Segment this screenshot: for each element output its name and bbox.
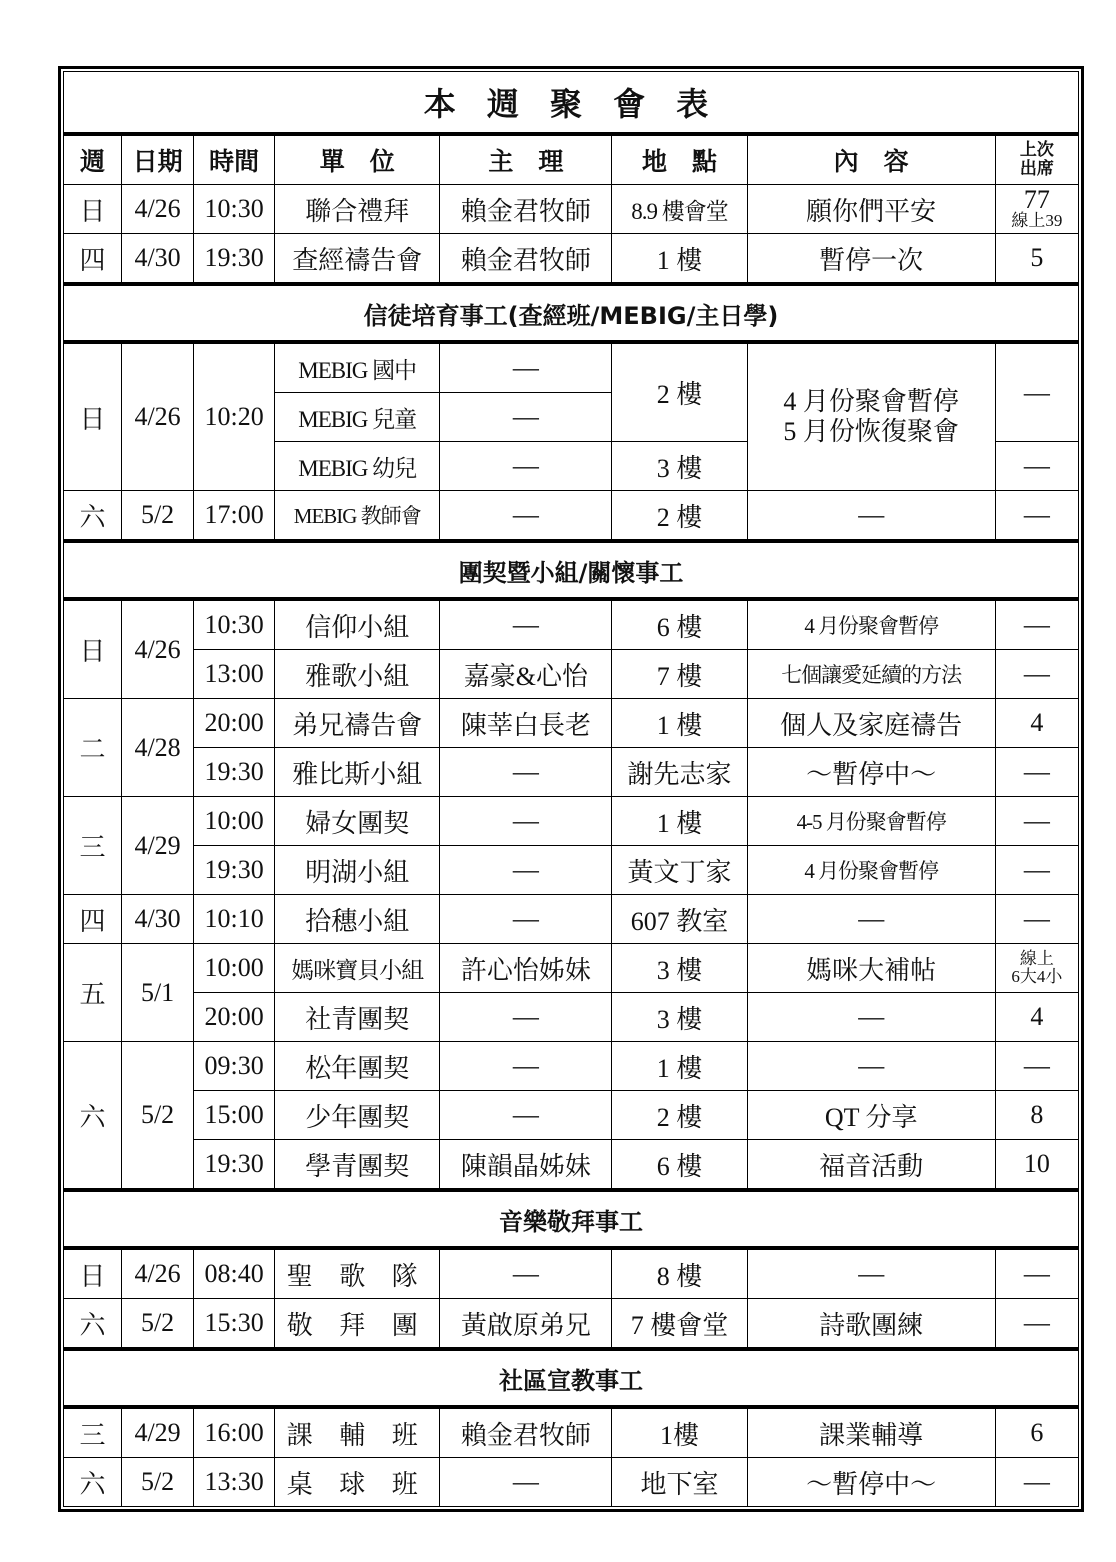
place-cell: 謝先志家 [612, 748, 747, 797]
place-cell: 3 樓 [612, 944, 747, 993]
unit-cell: 拾穗小組 [275, 895, 440, 944]
attendance-online: 線上39 [1011, 211, 1063, 230]
leader-cell: — [440, 599, 612, 650]
leader-cell: 許心怡姊妹 [440, 944, 612, 993]
date-cell: 5/2 [122, 1458, 194, 1507]
time-cell: 13:00 [194, 650, 275, 699]
leader-cell: — [440, 1042, 612, 1091]
content-cell: 4-5 月份聚會暫停 [747, 797, 995, 846]
unit-cell: 學青團契 [275, 1140, 440, 1191]
time-cell: 16:00 [194, 1407, 275, 1458]
attendance-cell: 4 [995, 993, 1078, 1042]
leader-cell: — [440, 342, 612, 393]
header-row [64, 134, 1079, 185]
content-cell: 媽咪大補帖 [747, 944, 995, 993]
attendance-cell [995, 185, 1078, 234]
header-attendance-line1: 上次 [1019, 140, 1054, 160]
time-cell: 10:30 [194, 599, 275, 650]
unit-cell: MEBIG 兒童 [275, 393, 440, 442]
date-cell: 5/2 [122, 491, 194, 542]
content-cell: 願你們平安 [747, 185, 995, 234]
leader-cell: 賴金君牧師 [440, 1407, 612, 1458]
content-cell [747, 342, 995, 491]
header-leader: 主 理 [440, 134, 612, 185]
section-title: 團契暨小組/關懷事工 [64, 541, 1079, 599]
weekday-cell: 六 [64, 1042, 122, 1191]
table-row [64, 1042, 1079, 1091]
unit-cell: MEBIG 國中 [275, 342, 440, 393]
weekday-cell: 六 [64, 1458, 122, 1507]
content-cell: QT 分享 [747, 1091, 995, 1140]
attendance-cell: — [995, 895, 1078, 944]
place-cell: 地下室 [612, 1458, 747, 1507]
time-cell: 08:40 [194, 1248, 275, 1299]
date-cell: 5/2 [122, 1299, 194, 1350]
time-cell: 10:30 [194, 185, 275, 234]
unit-cell: 媽咪寶貝小組 [275, 944, 440, 993]
weekday-cell: 六 [64, 1299, 122, 1350]
table-row [64, 1407, 1079, 1458]
unit-cell: MEBIG 幼兒 [275, 442, 440, 491]
section-title: 社區宣教事工 [64, 1349, 1079, 1407]
time-cell: 20:00 [194, 993, 275, 1042]
time-cell: 09:30 [194, 1042, 275, 1091]
unit-cell: 少年團契 [275, 1091, 440, 1140]
header-content: 內 容 [747, 134, 995, 185]
attendance-cell: 10 [995, 1140, 1078, 1191]
content-cell: — [747, 895, 995, 944]
unit-cell: MEBIG 教師會 [275, 491, 440, 542]
date-cell: 4/26 [122, 185, 194, 234]
content-line: 5 月份恢復聚會 [783, 417, 959, 446]
weekday-cell: 三 [64, 797, 122, 895]
place-cell: 8.9 樓會堂 [612, 185, 747, 234]
date-cell: 4/26 [122, 342, 194, 491]
attendance-cell: — [995, 1299, 1078, 1350]
attendance-cell: 4 [995, 699, 1078, 748]
place-cell: 1 樓 [612, 797, 747, 846]
content-line: 4 月份聚會暫停 [783, 387, 959, 416]
weekday-cell: 五 [64, 944, 122, 1042]
attendance-cell: — [995, 1042, 1078, 1091]
attendance-cell: — [995, 342, 1078, 442]
header-attendance-line2: 出席 [1019, 159, 1054, 179]
unit-cell: 明湖小組 [275, 846, 440, 895]
header-date: 日期 [122, 134, 194, 185]
date-cell: 4/29 [122, 797, 194, 895]
table-row [64, 895, 1079, 944]
unit-cell: 課 輔 班 [275, 1407, 440, 1458]
table-row [64, 1248, 1079, 1299]
unit-cell: 弟兄禱告會 [275, 699, 440, 748]
content-cell: 七個讓愛延續的方法 [747, 650, 995, 699]
table-row [64, 797, 1079, 846]
unit-cell: 信仰小組 [275, 599, 440, 650]
page-title: 本 週 聚 會 表 [64, 72, 1079, 135]
leader-cell: — [440, 442, 612, 491]
unit-cell: 聯合禮拜 [275, 185, 440, 234]
attendance-cell: — [995, 748, 1078, 797]
unit-cell: 聖 歌 隊 [275, 1248, 440, 1299]
place-cell: 1樓 [612, 1407, 747, 1458]
place-cell: 2 樓 [612, 342, 747, 442]
leader-cell: 黃啟原弟兄 [440, 1299, 612, 1350]
place-cell: 7 樓會堂 [612, 1299, 747, 1350]
unit-cell: 社青團契 [275, 993, 440, 1042]
content-cell: 4 月份聚會暫停 [747, 846, 995, 895]
header-time: 時間 [194, 134, 275, 185]
table-row [64, 491, 1079, 542]
attendance-cell [995, 944, 1078, 993]
weekday-cell: 日 [64, 342, 122, 491]
table-row [64, 234, 1079, 285]
content-cell: 4 月份聚會暫停 [747, 599, 995, 650]
leader-cell: — [440, 1458, 612, 1507]
attendance-cell: — [995, 1458, 1078, 1507]
table-row [64, 1299, 1079, 1350]
section-header [64, 541, 1079, 599]
table-row [64, 342, 1079, 393]
place-cell: 3 樓 [612, 442, 747, 491]
weekday-cell: 日 [64, 599, 122, 699]
leader-cell: — [440, 393, 612, 442]
attendance-label: 線上 [1019, 949, 1054, 968]
leader-cell: — [440, 491, 612, 542]
leader-cell: 賴金君牧師 [440, 185, 612, 234]
leader-cell: — [440, 797, 612, 846]
table-row [64, 993, 1079, 1042]
date-cell: 5/1 [122, 944, 194, 1042]
place-cell: 7 樓 [612, 650, 747, 699]
attendance-cell: — [995, 650, 1078, 699]
leader-cell: — [440, 846, 612, 895]
date-cell: 4/26 [122, 599, 194, 699]
place-cell: 1 樓 [612, 234, 747, 285]
time-cell: 15:30 [194, 1299, 275, 1350]
content-cell: 詩歌團練 [747, 1299, 995, 1350]
table-row [64, 846, 1079, 895]
date-cell: 4/30 [122, 895, 194, 944]
header-place: 地 點 [612, 134, 747, 185]
date-cell: 5/2 [122, 1042, 194, 1191]
section-header [64, 1190, 1079, 1248]
attendance-cell: — [995, 599, 1078, 650]
attendance-cell: — [995, 846, 1078, 895]
section-header [64, 284, 1079, 342]
date-cell: 4/26 [122, 1248, 194, 1299]
title-row [64, 72, 1079, 135]
table-row [64, 599, 1079, 650]
unit-cell: 雅歌小組 [275, 650, 440, 699]
section-header [64, 1349, 1079, 1407]
date-cell: 4/29 [122, 1407, 194, 1458]
leader-cell: — [440, 895, 612, 944]
table-row [64, 650, 1079, 699]
attendance-value: 77 [1023, 185, 1050, 214]
unit-cell: 桌 球 班 [275, 1458, 440, 1507]
unit-cell: 松年團契 [275, 1042, 440, 1091]
table-row [64, 1140, 1079, 1191]
leader-cell: — [440, 1248, 612, 1299]
weekday-cell: 六 [64, 491, 122, 542]
time-cell: 20:00 [194, 699, 275, 748]
leader-cell: 嘉豪&心怡 [440, 650, 612, 699]
time-cell: 17:00 [194, 491, 275, 542]
unit-cell: 查經禱告會 [275, 234, 440, 285]
table-row [64, 699, 1079, 748]
content-cell: — [747, 993, 995, 1042]
header-unit: 單 位 [275, 134, 440, 185]
table-row [64, 185, 1079, 234]
attendance-detail: 6大4小 [1011, 967, 1063, 986]
place-cell: 2 樓 [612, 491, 747, 542]
leader-cell: 賴金君牧師 [440, 234, 612, 285]
date-cell: 4/28 [122, 699, 194, 797]
content-cell: — [747, 491, 995, 542]
attendance-cell: — [995, 491, 1078, 542]
content-cell: — [747, 1042, 995, 1091]
weekday-cell: 日 [64, 1248, 122, 1299]
table-row [64, 944, 1079, 993]
place-cell: 1 樓 [612, 699, 747, 748]
attendance-cell: — [995, 1248, 1078, 1299]
place-cell: 3 樓 [612, 993, 747, 1042]
content-cell: — [747, 1248, 995, 1299]
unit-cell: 敬 拜 團 [275, 1299, 440, 1350]
time-cell: 10:00 [194, 797, 275, 846]
time-cell: 19:30 [194, 748, 275, 797]
table-row [64, 1458, 1079, 1507]
place-cell: 6 樓 [612, 1140, 747, 1191]
place-cell: 6 樓 [612, 599, 747, 650]
time-cell: 19:30 [194, 234, 275, 285]
leader-cell: — [440, 1091, 612, 1140]
time-cell: 10:10 [194, 895, 275, 944]
table-row [64, 748, 1079, 797]
unit-cell: 雅比斯小組 [275, 748, 440, 797]
time-cell: 10:20 [194, 342, 275, 491]
content-cell: 課業輔導 [747, 1407, 995, 1458]
content-cell: 個人及家庭禱告 [747, 699, 995, 748]
time-cell: 13:30 [194, 1458, 275, 1507]
attendance-cell: 6 [995, 1407, 1078, 1458]
content-cell: 福音活動 [747, 1140, 995, 1191]
header-weekday: 週 [64, 134, 122, 185]
weekly-meeting-schedule [58, 66, 1084, 1512]
time-cell: 10:00 [194, 944, 275, 993]
weekday-cell: 二 [64, 699, 122, 797]
weekday-cell: 日 [64, 185, 122, 234]
time-cell: 15:00 [194, 1091, 275, 1140]
leader-cell: — [440, 993, 612, 1042]
weekday-cell: 三 [64, 1407, 122, 1458]
section-title: 音樂敬拜事工 [64, 1190, 1079, 1248]
weekday-cell: 四 [64, 895, 122, 944]
place-cell: 607 教室 [612, 895, 747, 944]
content-cell: ～暫停中～ [747, 748, 995, 797]
header-attendance [995, 134, 1078, 185]
leader-cell: — [440, 748, 612, 797]
leader-cell: 陳莘白長老 [440, 699, 612, 748]
weekday-cell: 四 [64, 234, 122, 285]
attendance-cell: 8 [995, 1091, 1078, 1140]
place-cell: 黃文丁家 [612, 846, 747, 895]
time-cell: 19:30 [194, 846, 275, 895]
content-cell: 暫停一次 [747, 234, 995, 285]
table-row [64, 1091, 1079, 1140]
leader-cell: 陳韻晶姊妹 [440, 1140, 612, 1191]
section-title: 信徒培育事工(查經班/MEBIG/主日學) [64, 284, 1079, 342]
place-cell: 1 樓 [612, 1042, 747, 1091]
attendance-cell: — [995, 797, 1078, 846]
place-cell: 2 樓 [612, 1091, 747, 1140]
attendance-cell: — [995, 442, 1078, 491]
content-cell: ～暫停中～ [747, 1458, 995, 1507]
date-cell: 4/30 [122, 234, 194, 285]
attendance-cell: 5 [995, 234, 1078, 285]
time-cell: 19:30 [194, 1140, 275, 1191]
place-cell: 8 樓 [612, 1248, 747, 1299]
unit-cell: 婦女團契 [275, 797, 440, 846]
schedule-table [63, 71, 1079, 1507]
